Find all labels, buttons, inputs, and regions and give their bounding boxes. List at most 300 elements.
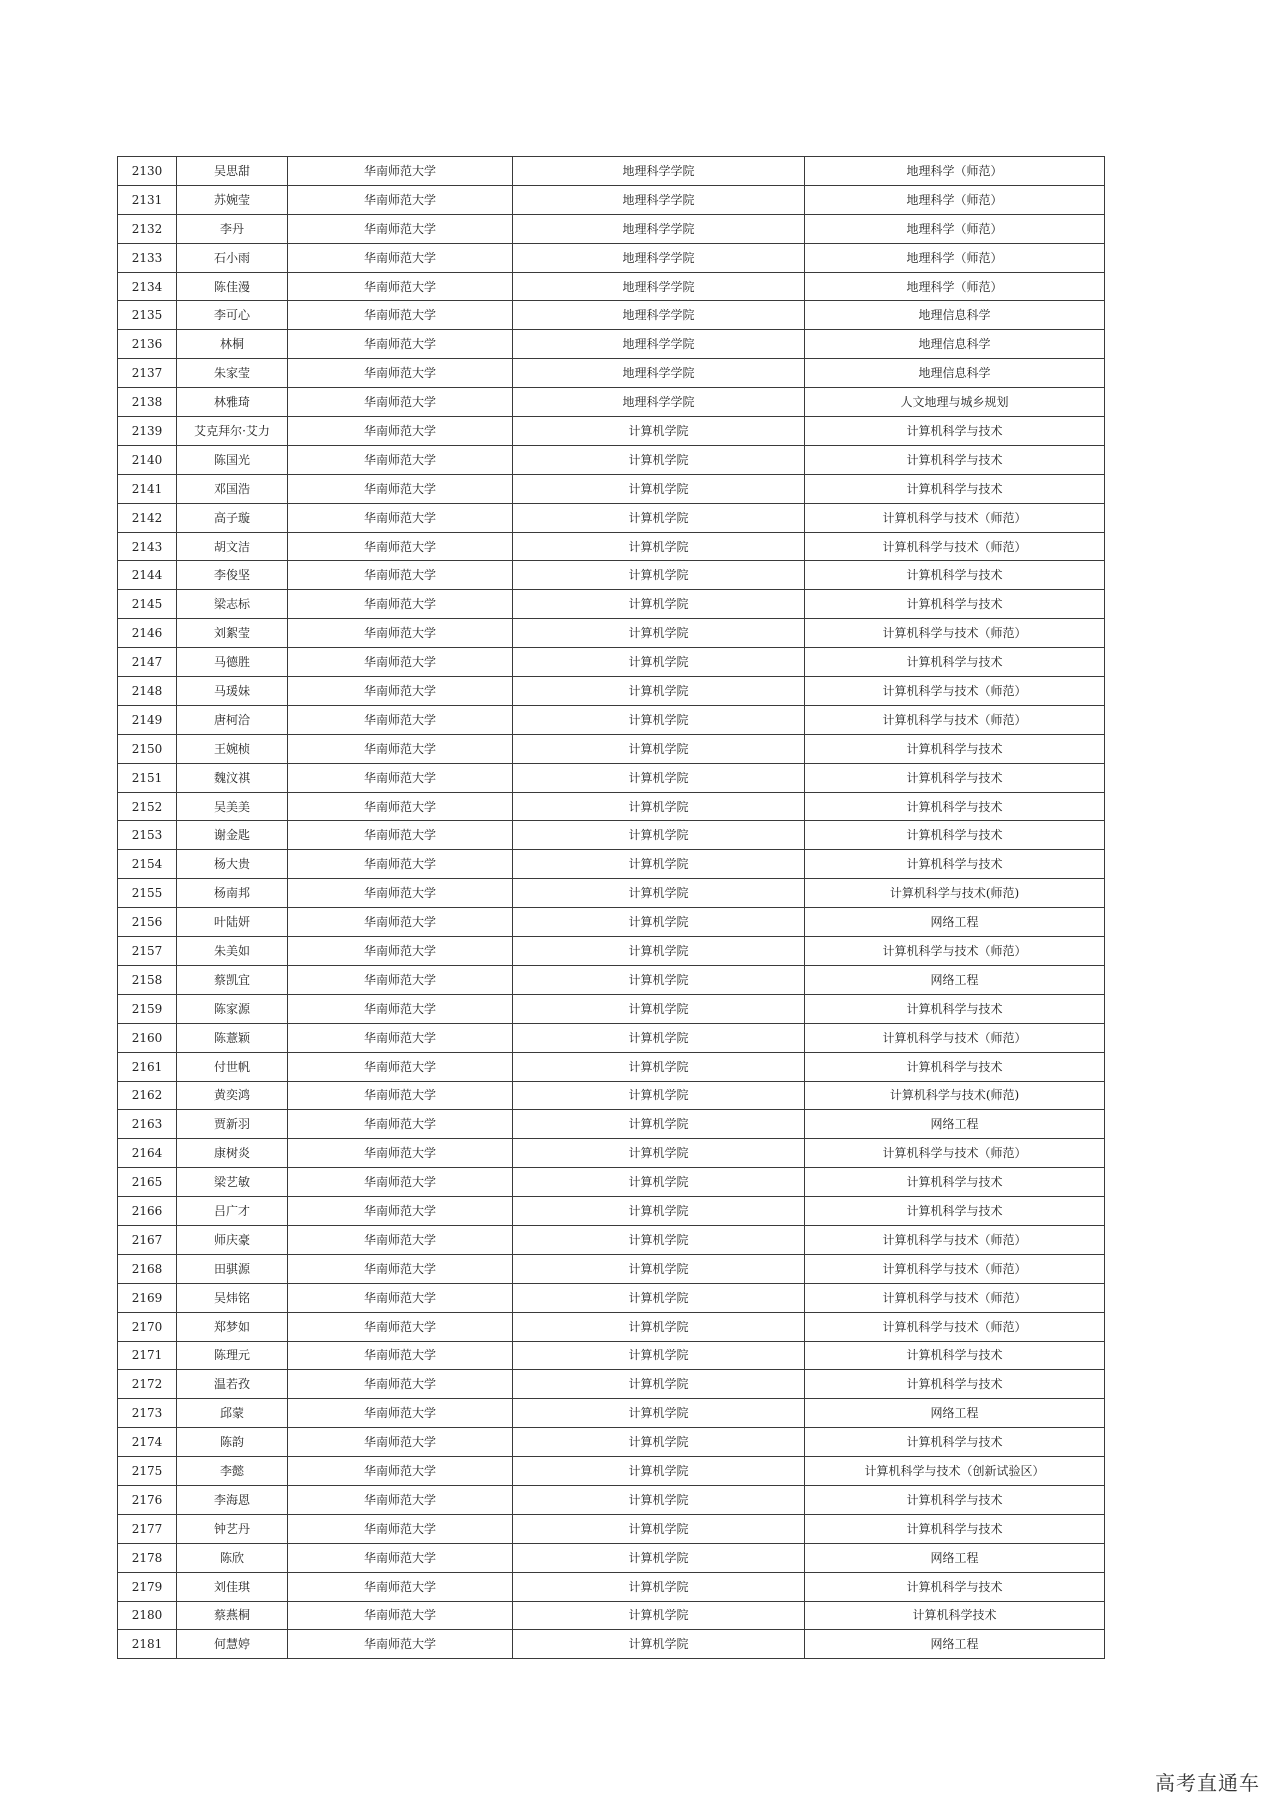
major-cell: 计算机科学与技术 [805,1341,1105,1370]
table-row [118,157,1105,186]
major-cell: 计算机科学与技术 [805,474,1105,503]
student-name-cell: 吕广才 [177,1197,288,1226]
university-cell: 华南师范大学 [288,908,513,937]
school-cell: 计算机学院 [513,1168,805,1197]
university-cell: 华南师范大学 [288,994,513,1023]
school-cell: 计算机学院 [513,1110,805,1139]
school-cell: 计算机学院 [513,908,805,937]
school-cell: 计算机学院 [513,965,805,994]
major-cell: 计算机科学与技术 [805,734,1105,763]
school-cell: 计算机学院 [513,1457,805,1486]
table-row [118,1399,1105,1428]
school-cell: 计算机学院 [513,1225,805,1254]
university-cell: 华南师范大学 [288,590,513,619]
major-cell: 计算机科学与技术（师范） [805,1023,1105,1052]
table-row [118,1283,1105,1312]
table-row [118,908,1105,937]
table-row [118,965,1105,994]
university-cell: 华南师范大学 [288,850,513,879]
student-name-cell: 谢金匙 [177,821,288,850]
school-cell: 计算机学院 [513,503,805,532]
student-name-cell: 林桐 [177,330,288,359]
table-row [118,1312,1105,1341]
school-cell: 地理科学学院 [513,214,805,243]
row-number-cell: 2168 [118,1254,177,1283]
row-number-cell: 2150 [118,734,177,763]
major-cell: 计算机科学与技术（师范） [805,503,1105,532]
school-cell: 计算机学院 [513,1543,805,1572]
table-row [118,792,1105,821]
major-cell: 地理信息科学 [805,301,1105,330]
table-row [118,532,1105,561]
watermark-text: 高考直通车 [1155,1771,1260,1795]
school-cell: 计算机学院 [513,532,805,561]
university-cell: 华南师范大学 [288,1514,513,1543]
school-cell: 计算机学院 [513,1052,805,1081]
school-cell: 计算机学院 [513,648,805,677]
row-number-cell: 2139 [118,417,177,446]
row-number-cell: 2152 [118,792,177,821]
university-cell: 华南师范大学 [288,561,513,590]
row-number-cell: 2155 [118,879,177,908]
school-cell: 计算机学院 [513,1139,805,1168]
row-number-cell: 2131 [118,185,177,214]
university-cell: 华南师范大学 [288,301,513,330]
table-row [118,879,1105,908]
school-cell: 地理科学学院 [513,243,805,272]
student-name-cell: 吴美美 [177,792,288,821]
table-row [118,1601,1105,1630]
row-number-cell: 2134 [118,272,177,301]
university-cell: 华南师范大学 [288,1370,513,1399]
school-cell: 计算机学院 [513,1601,805,1630]
school-cell: 地理科学学院 [513,185,805,214]
student-name-cell: 杨南邦 [177,879,288,908]
student-name-cell: 蔡燕桐 [177,1601,288,1630]
major-cell: 计算机科学与技术 [805,590,1105,619]
row-number-cell: 2140 [118,445,177,474]
school-cell: 计算机学院 [513,1341,805,1370]
school-cell: 计算机学院 [513,879,805,908]
university-cell: 华南师范大学 [288,1139,513,1168]
row-number-cell: 2177 [118,1514,177,1543]
row-number-cell: 2156 [118,908,177,937]
table-row [118,994,1105,1023]
table-row [118,763,1105,792]
university-cell: 华南师范大学 [288,734,513,763]
student-name-cell: 王婉桢 [177,734,288,763]
table-row [118,388,1105,417]
row-number-cell: 2153 [118,821,177,850]
student-name-cell: 陈国光 [177,445,288,474]
major-cell: 计算机科学与技术 [805,1052,1105,1081]
row-number-cell: 2147 [118,648,177,677]
table-row [118,214,1105,243]
row-number-cell: 2133 [118,243,177,272]
student-name-cell: 邓国浩 [177,474,288,503]
university-cell: 华南师范大学 [288,619,513,648]
school-cell: 计算机学院 [513,1485,805,1514]
major-cell: 计算机科学与技术（师范） [805,705,1105,734]
student-name-cell: 梁志标 [177,590,288,619]
row-number-cell: 2165 [118,1168,177,1197]
major-cell: 地理科学（师范） [805,243,1105,272]
school-cell: 地理科学学院 [513,301,805,330]
table-row [118,590,1105,619]
table-row [118,1543,1105,1572]
school-cell: 计算机学院 [513,792,805,821]
table-row [118,301,1105,330]
major-cell: 计算机科学与技术（师范） [805,532,1105,561]
row-number-cell: 2164 [118,1139,177,1168]
school-cell: 计算机学院 [513,417,805,446]
school-cell: 计算机学院 [513,474,805,503]
table-row [118,937,1105,966]
student-name-cell: 李俊坚 [177,561,288,590]
university-cell: 华南师范大学 [288,1312,513,1341]
major-cell: 计算机科学与技术 [805,445,1105,474]
school-cell: 地理科学学院 [513,388,805,417]
major-cell: 计算机科学与技术 [805,648,1105,677]
major-cell: 网络工程 [805,1110,1105,1139]
table-row [118,561,1105,590]
major-cell: 计算机科学与技术 [805,1572,1105,1601]
university-cell: 华南师范大学 [288,648,513,677]
row-number-cell: 2135 [118,301,177,330]
student-name-cell: 林雅琦 [177,388,288,417]
row-number-cell: 2158 [118,965,177,994]
school-cell: 计算机学院 [513,1023,805,1052]
school-cell: 计算机学院 [513,1283,805,1312]
student-name-cell: 朱家莹 [177,359,288,388]
major-cell: 计算机科学与技术 [805,850,1105,879]
major-cell: 计算机科学与技术 [805,417,1105,446]
school-cell: 计算机学院 [513,677,805,706]
school-cell: 计算机学院 [513,445,805,474]
row-number-cell: 2169 [118,1283,177,1312]
table-row [118,1168,1105,1197]
university-cell: 华南师范大学 [288,705,513,734]
student-name-cell: 叶陆妍 [177,908,288,937]
table-row [118,648,1105,677]
student-name-cell: 贾新羽 [177,1110,288,1139]
table-row [118,445,1105,474]
university-cell: 华南师范大学 [288,503,513,532]
university-cell: 华南师范大学 [288,474,513,503]
major-cell: 地理科学（师范） [805,185,1105,214]
university-cell: 华南师范大学 [288,1254,513,1283]
university-cell: 华南师范大学 [288,1197,513,1226]
table-row [118,1428,1105,1457]
student-name-cell: 胡文洁 [177,532,288,561]
school-cell: 计算机学院 [513,850,805,879]
table-row [118,359,1105,388]
major-cell: 计算机科学与技术(师范) [805,879,1105,908]
row-number-cell: 2173 [118,1399,177,1428]
major-cell: 地理科学（师范） [805,272,1105,301]
student-roster-table [117,156,1105,1659]
major-cell: 计算机科学与技术（师范） [805,1225,1105,1254]
major-cell: 计算机科学与技术 [805,763,1105,792]
row-number-cell: 2172 [118,1370,177,1399]
major-cell: 计算机科学与技术（师范） [805,619,1105,648]
major-cell: 网络工程 [805,908,1105,937]
table-row [118,821,1105,850]
major-cell: 网络工程 [805,965,1105,994]
major-cell: 网络工程 [805,1543,1105,1572]
school-cell: 计算机学院 [513,763,805,792]
row-number-cell: 2145 [118,590,177,619]
table-row [118,1457,1105,1486]
school-cell: 地理科学学院 [513,359,805,388]
table-row [118,243,1105,272]
university-cell: 华南师范大学 [288,1457,513,1486]
university-cell: 华南师范大学 [288,388,513,417]
row-number-cell: 2137 [118,359,177,388]
table-row [118,850,1105,879]
table-row [118,330,1105,359]
university-cell: 华南师范大学 [288,879,513,908]
school-cell: 计算机学院 [513,705,805,734]
university-cell: 华南师范大学 [288,1110,513,1139]
row-number-cell: 2157 [118,937,177,966]
major-cell: 计算机科学与技术 [805,994,1105,1023]
student-name-cell: 温若孜 [177,1370,288,1399]
school-cell: 地理科学学院 [513,330,805,359]
table-row [118,1630,1105,1659]
student-name-cell: 钟艺丹 [177,1514,288,1543]
university-cell: 华南师范大学 [288,1485,513,1514]
table-row [118,677,1105,706]
school-cell: 计算机学院 [513,1514,805,1543]
student-name-cell: 苏婉莹 [177,185,288,214]
student-name-cell: 田骐源 [177,1254,288,1283]
row-number-cell: 2176 [118,1485,177,1514]
table-row [118,1341,1105,1370]
university-cell: 华南师范大学 [288,417,513,446]
university-cell: 华南师范大学 [288,1601,513,1630]
university-cell: 华南师范大学 [288,243,513,272]
major-cell: 地理科学（师范） [805,214,1105,243]
table-row [118,417,1105,446]
table-row [118,474,1105,503]
university-cell: 华南师范大学 [288,1225,513,1254]
table-row [118,1197,1105,1226]
school-cell: 计算机学院 [513,1312,805,1341]
row-number-cell: 2161 [118,1052,177,1081]
student-name-cell: 艾克拜尔·艾力 [177,417,288,446]
table-row [118,1081,1105,1110]
student-name-cell: 陈韵 [177,1428,288,1457]
table-row [118,1052,1105,1081]
student-name-cell: 李懿 [177,1457,288,1486]
table-row [118,1514,1105,1543]
university-cell: 华南师范大学 [288,532,513,561]
school-cell: 计算机学院 [513,1399,805,1428]
table-row [118,1139,1105,1168]
row-number-cell: 2175 [118,1457,177,1486]
major-cell: 人文地理与城乡规划 [805,388,1105,417]
row-number-cell: 2138 [118,388,177,417]
row-number-cell: 2162 [118,1081,177,1110]
student-name-cell: 师庆豪 [177,1225,288,1254]
major-cell: 计算机科学与技术(师范) [805,1081,1105,1110]
student-name-cell: 陈佳漫 [177,272,288,301]
row-number-cell: 2144 [118,561,177,590]
university-cell: 华南师范大学 [288,1081,513,1110]
row-number-cell: 2159 [118,994,177,1023]
table-row [118,1254,1105,1283]
row-number-cell: 2166 [118,1197,177,1226]
student-name-cell: 朱美如 [177,937,288,966]
student-name-cell: 李可心 [177,301,288,330]
university-cell: 华南师范大学 [288,185,513,214]
row-number-cell: 2149 [118,705,177,734]
university-cell: 华南师范大学 [288,1283,513,1312]
table-row [118,1572,1105,1601]
university-cell: 华南师范大学 [288,330,513,359]
student-name-cell: 马瑗妹 [177,677,288,706]
school-cell: 计算机学院 [513,937,805,966]
school-cell: 计算机学院 [513,1197,805,1226]
student-name-cell: 刘絮莹 [177,619,288,648]
student-name-cell: 吴思甜 [177,157,288,186]
university-cell: 华南师范大学 [288,359,513,388]
major-cell: 网络工程 [805,1630,1105,1659]
major-cell: 计算机科学与技术 [805,792,1105,821]
row-number-cell: 2136 [118,330,177,359]
row-number-cell: 2132 [118,214,177,243]
student-name-cell: 付世帆 [177,1052,288,1081]
row-number-cell: 2141 [118,474,177,503]
university-cell: 华南师范大学 [288,1543,513,1572]
school-cell: 计算机学院 [513,734,805,763]
university-cell: 华南师范大学 [288,1168,513,1197]
row-number-cell: 2148 [118,677,177,706]
table-row [118,705,1105,734]
student-name-cell: 高子璇 [177,503,288,532]
university-cell: 华南师范大学 [288,1428,513,1457]
student-name-cell: 康树炎 [177,1139,288,1168]
student-name-cell: 马德胜 [177,648,288,677]
student-name-cell: 刘佳琪 [177,1572,288,1601]
table-row [118,1485,1105,1514]
row-number-cell: 2171 [118,1341,177,1370]
major-cell: 计算机科学与技术 [805,1514,1105,1543]
university-cell: 华南师范大学 [288,272,513,301]
school-cell: 计算机学院 [513,590,805,619]
table-row [118,1225,1105,1254]
school-cell: 计算机学院 [513,1254,805,1283]
student-name-cell: 郑梦如 [177,1312,288,1341]
major-cell: 计算机科学与技术（师范） [805,1139,1105,1168]
student-name-cell: 黄奕鸿 [177,1081,288,1110]
row-number-cell: 2163 [118,1110,177,1139]
table-row [118,1023,1105,1052]
major-cell: 计算机科学与技术 [805,821,1105,850]
school-cell: 计算机学院 [513,994,805,1023]
major-cell: 计算机科学与技术 [805,1197,1105,1226]
student-name-cell: 邱蒙 [177,1399,288,1428]
student-name-cell: 梁艺敏 [177,1168,288,1197]
student-name-cell: 石小雨 [177,243,288,272]
student-name-cell: 陈欣 [177,1543,288,1572]
university-cell: 华南师范大学 [288,763,513,792]
row-number-cell: 2178 [118,1543,177,1572]
roster-body [118,157,1105,1659]
student-name-cell: 蔡凯宜 [177,965,288,994]
major-cell: 地理信息科学 [805,330,1105,359]
university-cell: 华南师范大学 [288,1630,513,1659]
major-cell: 计算机科学与技术 [805,1168,1105,1197]
major-cell: 计算机科学与技术（师范） [805,1254,1105,1283]
major-cell: 计算机科学与技术 [805,1485,1105,1514]
university-cell: 华南师范大学 [288,1341,513,1370]
university-cell: 华南师范大学 [288,821,513,850]
university-cell: 华南师范大学 [288,1023,513,1052]
school-cell: 计算机学院 [513,1572,805,1601]
major-cell: 计算机科学与技术（师范） [805,1283,1105,1312]
major-cell: 计算机科学与技术 [805,1428,1105,1457]
school-cell: 计算机学院 [513,1428,805,1457]
row-number-cell: 2179 [118,1572,177,1601]
major-cell: 计算机科学与技术（师范） [805,937,1105,966]
row-number-cell: 2151 [118,763,177,792]
major-cell: 计算机科学技术 [805,1601,1105,1630]
student-name-cell: 李丹 [177,214,288,243]
student-name-cell: 陈家源 [177,994,288,1023]
university-cell: 华南师范大学 [288,1052,513,1081]
school-cell: 计算机学院 [513,561,805,590]
major-cell: 计算机科学与技术（师范） [805,677,1105,706]
student-name-cell: 吴炜铭 [177,1283,288,1312]
student-name-cell: 魏汶祺 [177,763,288,792]
table-row [118,503,1105,532]
student-name-cell: 陈薏颖 [177,1023,288,1052]
university-cell: 华南师范大学 [288,214,513,243]
school-cell: 地理科学学院 [513,157,805,186]
student-name-cell: 唐柯洽 [177,705,288,734]
university-cell: 华南师范大学 [288,677,513,706]
major-cell: 网络工程 [805,1399,1105,1428]
school-cell: 计算机学院 [513,619,805,648]
row-number-cell: 2174 [118,1428,177,1457]
university-cell: 华南师范大学 [288,792,513,821]
university-cell: 华南师范大学 [288,1572,513,1601]
school-cell: 计算机学院 [513,1630,805,1659]
major-cell: 地理科学（师范） [805,157,1105,186]
table-row [118,272,1105,301]
row-number-cell: 2167 [118,1225,177,1254]
row-number-cell: 2154 [118,850,177,879]
student-name-cell: 陈理元 [177,1341,288,1370]
table-row [118,185,1105,214]
student-name-cell: 杨大贵 [177,850,288,879]
school-cell: 计算机学院 [513,1081,805,1110]
school-cell: 地理科学学院 [513,272,805,301]
row-number-cell: 2146 [118,619,177,648]
table-row [118,1110,1105,1139]
row-number-cell: 2180 [118,1601,177,1630]
student-name-cell: 何慧婷 [177,1630,288,1659]
school-cell: 计算机学院 [513,1370,805,1399]
table-row [118,619,1105,648]
table-row [118,1370,1105,1399]
row-number-cell: 2130 [118,157,177,186]
major-cell: 计算机科学与技术 [805,561,1105,590]
table-row [118,734,1105,763]
row-number-cell: 2181 [118,1630,177,1659]
